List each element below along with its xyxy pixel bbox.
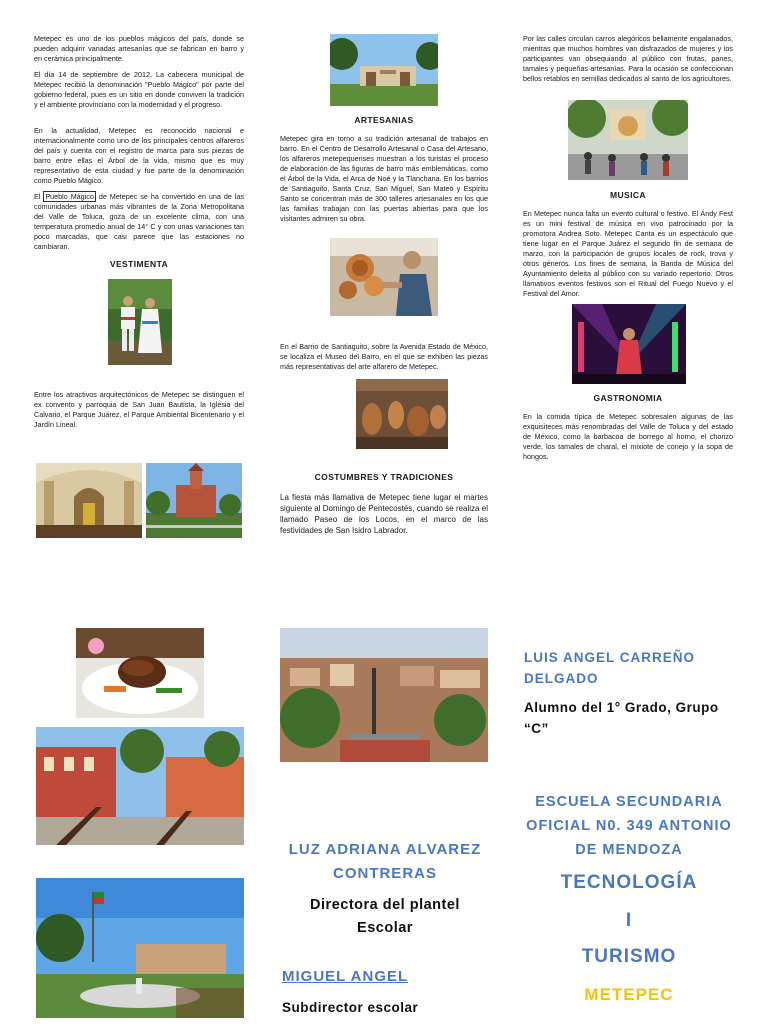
artesanias-entrance-photo bbox=[330, 34, 438, 106]
pueblo-magico-paragraph: El día 14 de septiembre de 2012, La cabecera municipal de Metepec recibió la denominación "Pueblo Mágico" por parte del gobierno federal, pues es un sitio en donde conviven la tradición y el ambiente provinciano con la modernidad y el progreso. bbox=[34, 70, 244, 109]
food-plate-photo bbox=[76, 628, 204, 718]
musica-paragraph: En Metepec nunca falta un evento cultural o festivo. El Ándy Fest es un mini festival de música en vivo patrocinado por la promotora Andrea Soto. Metepec Canta es un espectáculo que tiene lugar en el Parque Juárez el segundo fin de semana de marzo, con la participación de grupos locales de rock, trova y otros géneros. Los fines de semana, la Banda de Música del Ayuntamiento deleita al público con su variado repertorio. Otros llamativos eventos festivos son el Ritual del Fuego Nuevo y el Festival del Amor. bbox=[523, 209, 733, 298]
vestimenta-photo bbox=[108, 279, 172, 365]
school-name: ESCUELA SECUNDARIA OFICIAL N0. 349 ANTONIO DE MENDOZA bbox=[526, 794, 732, 858]
concert-stage-photo bbox=[572, 304, 686, 384]
church-exterior-photo bbox=[146, 463, 242, 538]
fountain-plaza-photo bbox=[36, 878, 244, 1018]
festival-street-photo bbox=[568, 100, 688, 180]
artesanias-paragraph: Metepec gira en torno a su tradición artesanal de trabajos en barro. En el Centro de Desarrollo Artesanal o Casa del Artesano, los alfareros metepequenses muestran a los turistas el proceso de elaboración de las figuras de barro más emblemáticas, como el Árbol de la Vida, el Arca de Noé y la Tlanchana. En los barrios de Santiaguito, Santa Cruz, San Miguel, San Mateo y Espíritu Santo se concentran más de 300 talleres artesanales en los que las familias trabajan con las puertas abiertas para que los visitantes admiren su obra. bbox=[280, 134, 488, 223]
clima-paragraph: El Pueblo Mágico de Metepec se ha convertido en una de las comunidades urbanas más vibrantes de la Zona Metropolitana del Valle de Toluca, goza de un excelente clima, con una temperatura promedio anual de 14° C y con unas variaciones tan poco marcadas, que casi parece que las estaciones no cambiaran. bbox=[34, 192, 244, 251]
subdirector-name: MIGUEL ANGEL bbox=[282, 968, 409, 985]
author-role: Alumno del 1° Grado, Grupo “C” bbox=[524, 700, 719, 736]
museo-barro-photo bbox=[356, 379, 448, 449]
title-metepec: METEPEC bbox=[584, 985, 674, 1004]
vestimenta-heading: VESTIMENTA bbox=[109, 259, 169, 269]
artisan-working-photo bbox=[330, 238, 438, 316]
carros-alegoricos-paragraph: Por las calles circulan carros alegóricos bellamente engalanados, mientras que muchos hombres van disfrazados de mujeres y los participantes van obsequiando al público con frutas, panes, tamales y pequeñas artesanías. Para la ocasión se confeccionan bellos retablos en semillas dedicados al santo de los agricultores. bbox=[523, 34, 733, 83]
costumbres-paragraph: La fiesta más llamativa de Metepec tiene lugar el martes siguiente al Domingo de Pentecostés, cuando se realiza el llamado Paseo de los Locos, en el marco de las festividades de San Isidro Labrador. bbox=[280, 493, 488, 535]
atractivos-paragraph: Entre los atractivos arquitectónicos de Metepec se distinguen el ex convento y parroquia de San Juan Bautista, la Iglesia del Calvario, el Parque Juárez, el Parque Ambiental Bicentenario y el Jardín Lineal. bbox=[34, 390, 244, 429]
plaza-street-photo bbox=[36, 727, 244, 845]
gastronomia-paragraph: En la comida típica de Metepec sobresalen algunas de las exquisiteces más renombradas del Valle de Toluca y del estado de México, como la barbacoa de borrego al horno, el chorizo verde, los tamales de charal, el mixiote de conejo y la sopa de hongos. bbox=[523, 412, 733, 461]
subdirector-role: Subdirector escolar bbox=[282, 1000, 419, 1015]
title-tecnologia: TECNOLOGÍA bbox=[560, 872, 698, 893]
pueblo-magico-highlight: Pueblo Mágico bbox=[45, 192, 94, 201]
director-name: LUZ ADRIANA ALVAREZ CONTRERAS bbox=[288, 841, 482, 882]
artesanias-heading: ARTESANIAS bbox=[354, 115, 414, 125]
musica-heading: MUSICA bbox=[610, 190, 646, 200]
director-role: Directora del plantel Escolar bbox=[310, 897, 460, 936]
intro-paragraph: Metepec es uno de los pueblos mágicos del país, donde se pueden adquirir variadas artesanías que se fabrican en barro y en cerámica principalmente. bbox=[34, 34, 244, 63]
alfareros-paragraph: En la actualidad, Metepec es reconocido nacional e internacionalmente como uno de los principales centros alfareros del país y cuenta con el registro de marca para sus piezas de barro entre ellas el Árbol de la vida, mismo que es muy representativo de esta ciudad y fue parte de la denominación como Pueblo Mágico. bbox=[34, 126, 244, 185]
city-panorama-photo bbox=[280, 628, 488, 762]
title-roman-one: I bbox=[625, 910, 633, 931]
church-interior-photo bbox=[36, 463, 142, 538]
museo-barro-paragraph: En el Barrio de Santiaguito, sobre la Avenida Estado de México, se localiza el Museo del Barro, en el que se exhiben las piezas más representativas del arte alfarero de Metepec. bbox=[280, 342, 488, 371]
title-turismo: TURISMO bbox=[581, 946, 677, 967]
author-name: LUIS ANGEL CARREÑO DELGADO bbox=[524, 650, 696, 686]
costumbres-heading: COSTUMBRES Y TRADICIONES bbox=[314, 472, 454, 482]
gastronomia-heading: GASTRONOMIA bbox=[593, 393, 663, 403]
